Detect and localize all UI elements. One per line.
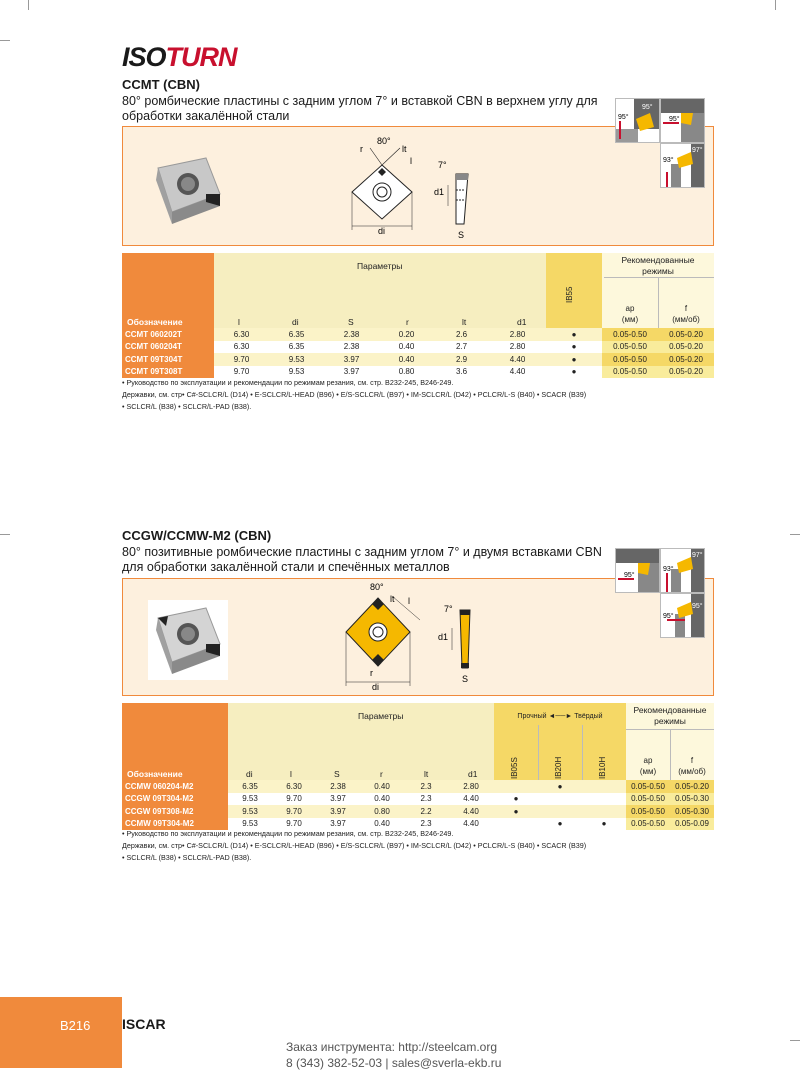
row-code: CCMT 060202T (122, 328, 214, 341)
row-grade-mark (538, 805, 582, 818)
code-header: Обозначение (127, 317, 183, 327)
row-value: 2.38 (324, 328, 379, 341)
row-value: 9.70 (272, 793, 316, 806)
row-f: 0.05-0.20 (670, 780, 714, 793)
col-r: r (380, 769, 383, 779)
grade-ib20h: IB20H (554, 756, 563, 779)
section1-notes: • Руководство по эксплуатации и рекомендации по режимам резания, см. стр. B232-245, B246-249. Державки, см. стр• C#-SCLCR/L (D14) • E-SCLCR/L-HEAD (B96) • E/S-SCLCR/L (B97) • IM-SCLCR/L (D42) • PCLCR/L-S (B40) • SCACR (B39) • SCLCR/L (B38) • SCLCR/L-PAD (B38). (122, 378, 587, 411)
section1-spec-table (122, 328, 714, 378)
row-code: CCGW 09T308-M2 (122, 805, 228, 818)
row-value: 2.6 (434, 328, 489, 341)
row-f: 0.05-0.20 (658, 366, 714, 379)
row-grade-mark: ● (546, 366, 602, 379)
row-grade-mark: ● (546, 353, 602, 366)
row-grade-mark: ● (546, 328, 602, 341)
footer-brand: ISCAR (122, 1016, 166, 1032)
row-value: 3.97 (324, 353, 379, 366)
row-f: 0.05-0.20 (658, 353, 714, 366)
ap-header: ap (мм) (639, 756, 657, 776)
di-label: di (378, 226, 386, 236)
r-label: r (360, 144, 363, 154)
row-value: 6.35 (269, 328, 324, 341)
row-value: 0.40 (360, 818, 404, 831)
row-value: 9.53 (269, 366, 324, 379)
row-value: 2.7 (434, 341, 489, 354)
angle-label: 80° (377, 136, 391, 146)
col-l: l (290, 769, 292, 779)
row-value: 2.38 (316, 780, 360, 793)
row-value: 4.40 (448, 818, 494, 831)
row-value: 2.3 (404, 818, 448, 831)
di-label: di (372, 682, 380, 692)
svg-text:93°: 93° (663, 566, 674, 573)
rec-header: Рекомендованные режимы (633, 705, 707, 726)
row-ap: 0.05-0.50 (602, 366, 658, 379)
row-f: 0.05-0.20 (658, 341, 714, 354)
order-contacts[interactable]: 8 (343) 382-52-03 | sales@sverla-ekb.ru (286, 1056, 502, 1070)
svg-text:95°: 95° (692, 603, 703, 610)
s-label: S (458, 230, 465, 240)
row-f: 0.05-0.09 (670, 818, 714, 831)
d1-label: d1 (434, 187, 445, 197)
col-d1: d1 (468, 769, 478, 779)
table-row (122, 328, 714, 341)
row-ap: 0.05-0.50 (602, 353, 658, 366)
row-code: CCMT 060204T (122, 341, 214, 354)
section2-table-wrapper (122, 703, 714, 827)
row-value: 6.30 (214, 341, 269, 354)
row-value: 2.38 (324, 341, 379, 354)
row-value: 9.53 (228, 805, 272, 818)
svg-text:97°: 97° (692, 552, 703, 559)
row-value: 2.2 (404, 805, 448, 818)
col-s: S (334, 769, 340, 779)
holder-icon-95b (660, 98, 705, 143)
col-di: di (292, 317, 299, 327)
row-value: 0.40 (379, 341, 434, 354)
section1-technical-drawing (330, 130, 510, 240)
row-value: 3.97 (316, 805, 360, 818)
hardness-scale: Прочный ◄──► Твёрдый (517, 713, 603, 720)
row-value: 9.70 (272, 805, 316, 818)
row-code: CCMW 060204-M2 (122, 780, 228, 793)
d1-label: d1 (438, 632, 449, 642)
col-di: di (246, 769, 253, 779)
l-label: l (410, 156, 412, 166)
row-grade-mark (582, 793, 626, 806)
insert-photo-ccgw (148, 600, 228, 680)
row-value: 4.40 (489, 353, 546, 366)
margin-tick (790, 534, 800, 535)
svg-text:97°: 97° (692, 147, 703, 154)
code-header: Обозначение (127, 769, 183, 779)
row-value: 2.80 (448, 780, 494, 793)
holder-icon-2b (660, 548, 705, 593)
row-grade-mark: ● (538, 818, 582, 831)
row-value: 6.35 (269, 341, 324, 354)
col-d1: d1 (517, 317, 527, 327)
row-f: 0.05-0.20 (658, 328, 714, 341)
row-code: CCGW 09T304-M2 (122, 793, 228, 806)
table-row (122, 805, 714, 818)
row-value: 4.40 (448, 805, 494, 818)
row-value: 0.80 (360, 805, 404, 818)
row-ap: 0.05-0.50 (626, 818, 670, 831)
row-code: CCMT 09T308T (122, 366, 214, 379)
row-value: 9.70 (214, 366, 269, 379)
row-grade-mark: ● (582, 818, 626, 831)
section1-title: CCMT (CBN) (122, 77, 200, 92)
row-grade-mark: ● (494, 793, 538, 806)
row-ap: 0.05-0.50 (602, 341, 658, 354)
clearance-label: 7° (444, 604, 453, 614)
row-ap: 0.05-0.50 (602, 328, 658, 341)
angle-label: 80° (370, 582, 384, 592)
row-grade-mark (494, 780, 538, 793)
row-value: 9.70 (214, 353, 269, 366)
rec-header: Рекомендованные режимы (621, 255, 695, 276)
row-value: 3.97 (316, 818, 360, 831)
row-value: 0.40 (379, 353, 434, 366)
row-grade-mark: ● (538, 780, 582, 793)
margin-tick (28, 0, 29, 10)
row-grade-mark (582, 780, 626, 793)
table-row (122, 793, 714, 806)
clearance-label: 7° (438, 160, 447, 170)
svg-text:93°: 93° (663, 157, 674, 164)
svg-text:95°: 95° (669, 116, 680, 123)
row-grade-mark: ● (546, 341, 602, 354)
row-value: 0.40 (360, 780, 404, 793)
margin-tick (775, 0, 776, 10)
grade-ib05s: IB05S (510, 757, 519, 779)
row-code: CCMT 09T304T (122, 353, 214, 366)
row-value: 2.80 (489, 341, 546, 354)
f-header: f (мм/об) (678, 756, 706, 776)
grade-ib10h: IB10H (598, 756, 607, 779)
isoturn-logo: ISOTURN (122, 42, 237, 72)
lt-label: lt (402, 144, 407, 154)
row-f: 0.05-0.30 (670, 805, 714, 818)
ap-header: ap (мм) (621, 304, 639, 324)
col-s: S (348, 317, 354, 327)
r-label: r (370, 668, 373, 678)
row-grade-mark (582, 805, 626, 818)
row-value: 6.35 (228, 780, 272, 793)
order-url[interactable]: Заказ инструмента: http://steelcam.org (286, 1040, 498, 1054)
row-value: 9.70 (272, 818, 316, 831)
section2-technical-drawing (330, 580, 510, 692)
lt-label: lt (390, 594, 395, 604)
col-lt: lt (462, 317, 467, 327)
row-value: 4.40 (448, 793, 494, 806)
row-value: 3.97 (324, 366, 379, 379)
row-value: 4.40 (489, 366, 546, 379)
f-header: f (мм/об) (672, 304, 700, 324)
section2-description: 80° позитивные ромбические пластины с задним углом 7° и двумя вставками CBN для обработки закалённой стали и спечённых металлов (122, 545, 602, 574)
row-grade-mark: ● (494, 805, 538, 818)
row-grade-mark (538, 793, 582, 806)
params-header: Параметры (358, 711, 404, 721)
table-row (122, 780, 714, 793)
params-header: Параметры (357, 261, 403, 271)
row-ap: 0.05-0.50 (626, 780, 670, 793)
row-f: 0.05-0.30 (670, 793, 714, 806)
grade-ib55: IB55 (565, 286, 574, 303)
row-value: 9.53 (228, 818, 272, 831)
row-value: 2.3 (404, 780, 448, 793)
row-value: 2.80 (489, 328, 546, 341)
row-value: 0.20 (379, 328, 434, 341)
table-row (122, 353, 714, 366)
svg-text:95°: 95° (618, 114, 629, 121)
holder-icon-2a (615, 548, 660, 593)
row-value: 3.6 (434, 366, 489, 379)
row-value: 3.97 (316, 793, 360, 806)
row-value: 9.53 (228, 793, 272, 806)
svg-text:95°: 95° (624, 572, 635, 579)
margin-tick (790, 1040, 800, 1041)
row-code: CCMW 09T304-M2 (122, 818, 228, 831)
row-value: 6.30 (272, 780, 316, 793)
page-number: B216 (60, 1018, 91, 1033)
row-value: 0.80 (379, 366, 434, 379)
order-info (286, 1039, 501, 1071)
section2-title: CCGW/CCMW-M2 (CBN) (122, 528, 272, 543)
section1-description: 80° ромбические пластины с задним углом 7° и вставкой CBN в верхнем углу для обработки закалённой стали (122, 94, 598, 123)
section2-notes: • Руководство по эксплуатации и рекомендации по режимам резания, см. стр. B232-245, B246-249. Державки, см. стр• C#-SCLCR/L (D14) • E-SCLCR/L-HEAD (B96) • E/S-SCLCR/L (B97) • IM-SCLCR/L (D42) • PCLCR/L-S (B40) • SCACR (B39) • SCLCR/L (B38) • SCLCR/L-PAD (B38). (122, 829, 587, 862)
insert-photo-ccmt (148, 150, 228, 230)
row-value: 6.30 (214, 328, 269, 341)
holder-icon-95 (615, 98, 660, 143)
margin-tick (0, 40, 10, 41)
margin-tick (0, 534, 10, 535)
svg-text:95°: 95° (663, 613, 674, 620)
col-r: r (406, 317, 409, 327)
svg-text:95°: 95° (642, 104, 653, 111)
table-row (122, 341, 714, 354)
section2-spec-table (122, 780, 714, 830)
row-ap: 0.05-0.50 (626, 793, 670, 806)
holder-icon-97-93 (660, 143, 705, 188)
section1-table-wrapper (122, 253, 714, 375)
row-value: 9.53 (269, 353, 324, 366)
row-value: 2.3 (404, 793, 448, 806)
col-lt: lt (424, 769, 429, 779)
l-label: l (408, 596, 410, 606)
col-l: l (238, 317, 240, 327)
s-label: S (462, 674, 469, 684)
row-ap: 0.05-0.50 (626, 805, 670, 818)
row-value: 2.9 (434, 353, 489, 366)
row-value: 0.40 (360, 793, 404, 806)
holder-icon-2c (660, 593, 705, 638)
